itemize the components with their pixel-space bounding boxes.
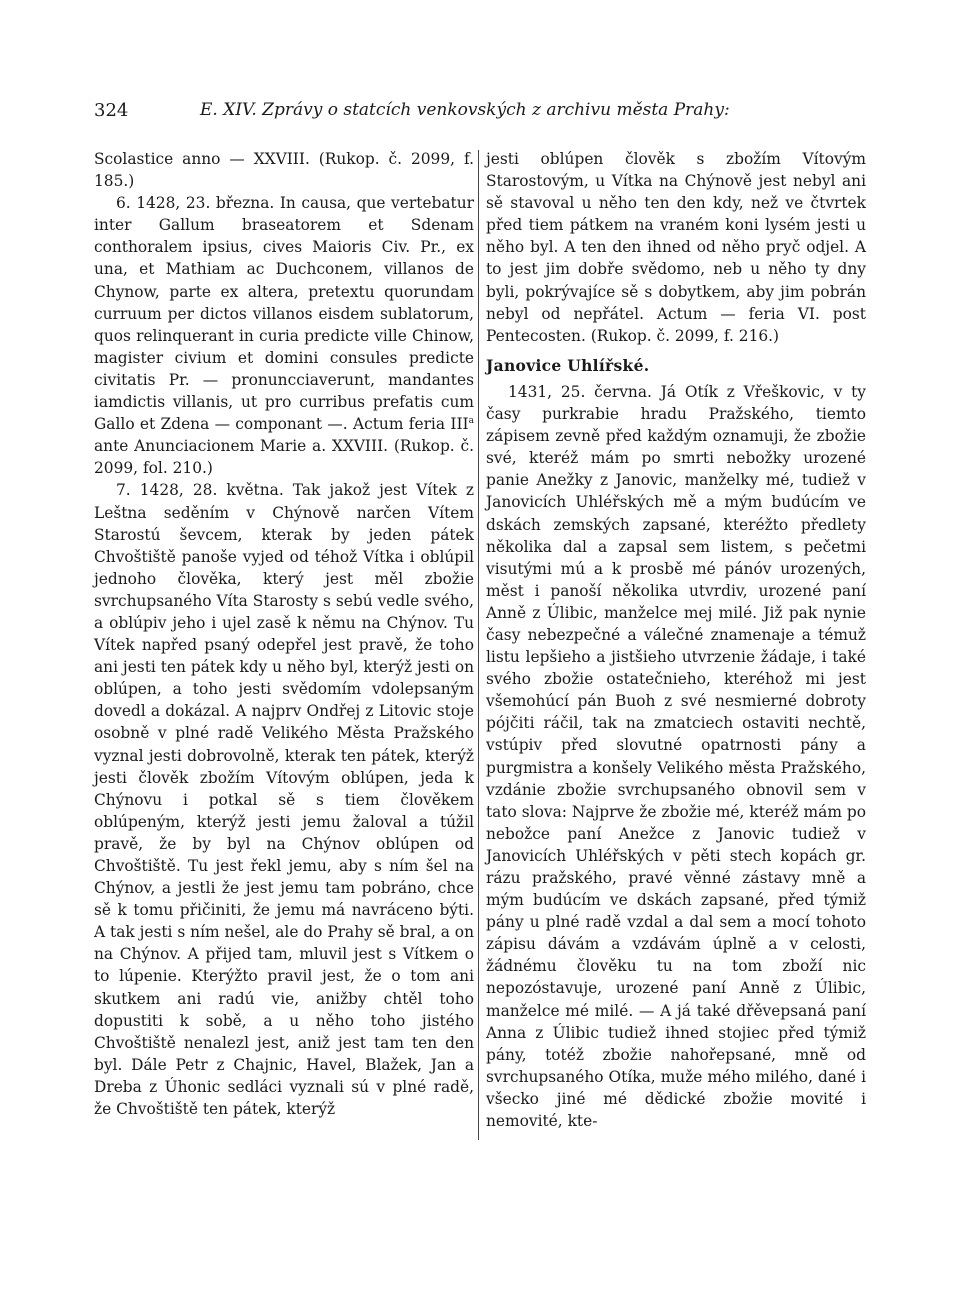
entry-6-end: ante Anunciacionem Marie a. XXVIII. (Rukop. č. 2099, fol. 210.) [94, 437, 474, 478]
entry-6-roman: III [450, 415, 469, 434]
entry-janovice: 1431, 25. června. Já Otík z Vřeškovic, v ty časy purkrabie hradu Pražského, tiemto zápisem zevně před každým oznamuji, že zbožie své, kteréž mám po smrti nebožky urozené panie Anežky z Janovic, manželky mé, tudiež v Janovicích Uhléřských mě a mým budúcím ve dskách zemských zapsané, kteréžto předlety několika dal a zapsal sem listem, s pečetmi visutými mú a k prosbě mé pánóv urozených, měst i panoší několika utvrdiv, urozené paní Anně z Úlibic, manželce mej milé. Již pak nynie časy nebezpečné a válečné znamenaje a témuž listu lepšieho a jistšieho utvrzenie žádaje, i také svého zbožie ostatečnieho, kteréhož mi jest všemohúcí pán Buoh z své nesmierné dobroty pójčiti ráčil, tak na zmatciech ostaviti nechtě, vstúpiv před slovutné opatrnosti pány a purgmistra a konšely Velikého města Pražského, vzdánie zbožie svrchupsaného obnovil sem v tato slova: Najprve že zbožie mé, kteréž mám po nebožce paní Anežce z Janovic tudiež v Janovicích Uhléřských v pěti stech kopách gr. rázu pražského, pravé věnné zástavy mně a mým budúcím ve dskách zapsané, před týmiž pány u plné radě vzdal a dal sem a mocí tohoto zápisu dávám a vzdávám úplně a v celosti, žádnému člověku tu na tom zboží nic nepozóstavuje, urozené paní Anně z Úlibic, manželce mé milé. — A já také dřěvepsaná paní Anna z Úlibic tudiež ihned stojiec před týmiž pány, totéž zbožie nahořepsané, mně od svrchupsaného Otíka, muže mého milého, dané i všecko jiné mé dědické zbožie movité i nemovité, kte- [486, 382, 866, 1131]
right-column [486, 148, 866, 1132]
entry-6 [94, 192, 474, 479]
entry-6-text: 6. 1428, 23. března. In causa, que vertebatur inter Gallum braseatorem et Sdenam conthoralem ipsius, cives Maioris Civ. Pr., ex una, et Mathiam ac Duchconem, villanos de Chynow, parte ex altera, pretextu quorundam curruum per dictos villanos eisdem sublatorum, quos relinquerant in curia predicte ville Chinow, magister civium et domini consules predicte civitatis Pr. — pronuncciaverunt, mandantes iamdictis villanis, ut pro curribus prefatis cum Gallo et Zdena — componant —. Actum feria [94, 194, 474, 434]
paragraph-continuation: Scolastice anno — XXVIII. (Rukop. č. 2099, f. 185.) [94, 150, 474, 191]
running-title: E. XIV. Zprávy o statcích venkovských z archivu města Prahy: [200, 100, 730, 120]
paragraph-continuation-right: jesti oblúpen člověk s zbožím Vítovým Starostovým, u Vítka na Chýnově jest nebyl ani sě stavoval u něho ten den kdy, než ve čtvrtek před tiem pátkem na vraném koni lysém jesti u něho byl. A ten den ihned od něho pryč odjel. A to jest jim dobře svědomo, neb u něho ty dny byli, pokrývajíce sě s dobytkem, aby jim pobrán nebyl od nepřátel. Actum — feria VI. post Pentecosten. (Rukop. č. 2099, f. 216.) [486, 150, 866, 345]
page-number: 324 [94, 100, 129, 121]
page-header [94, 100, 874, 130]
left-column [94, 148, 474, 1120]
entry-7: 7. 1428, 28. května. Tak jakož jest Vítek z Leštna seděním v Chýnově narčen Vítem Starostú ševcem, kterak by jeden pátek Chvoštiště panoše vyjed od téhož Vítka i oblúpil jednoho člověka, který jest měl zbožie svrchupsaného Víta Starosty s sebú vedle svého, a oblúpiv jeho i ujel zasě k němu na Chýnov. Tu Vítek napřed psaný odepřel jest pravě, že toho ani jesti ten pátek kdy u něho byl, kterýž jesti on oblúpen, a toho jesti svědomím vdolepsaným dovedl a dokázal. A najprv Ondřej z Litovic stoje osobně v plné radě Velikého Města Pražského vyznal jesti dobrovolně, kterak ten pátek, kterýž jesti člověk zbožím Vítovým oblúpen, jeda k Chýnovu i potkal sě s tiem člověkem oblúpeným, kterýž jesti jemu žaloval a túžil pravě, že by byl na Chýnov oblúpen od Chvoštiště. Tu jest řekl jemu, aby s ním šel na Chýnov, a jestli že jest jemu tam pobráno, chce sě k tomu přičiniti, že jemu má navráceno býti. A tak jesti s ním nešel, ale do Prahy sě bral, a on na Chýnov. A přijed tam, mluvil jest s Vítkem o to lúpenie. Kterýžto pravil jest, že o tom ani skutkem ani radú vie, anižby chtěl toho dopustiti k sobě, a u něho toho jistého Chvoštiště nenalezl jest, aniž jest tam ten den byl. Dále Petr z Chajnic, Havel, Blažek, Jan a Dreba z Úhonic sedláci vyznali sú v plné radě, že Chvoštiště ten pátek, kterýž [94, 481, 474, 1119]
section-heading: Janovice Uhlířské. [486, 355, 650, 375]
entry-6-superscript: a [468, 416, 474, 426]
column-divider [478, 150, 479, 1140]
